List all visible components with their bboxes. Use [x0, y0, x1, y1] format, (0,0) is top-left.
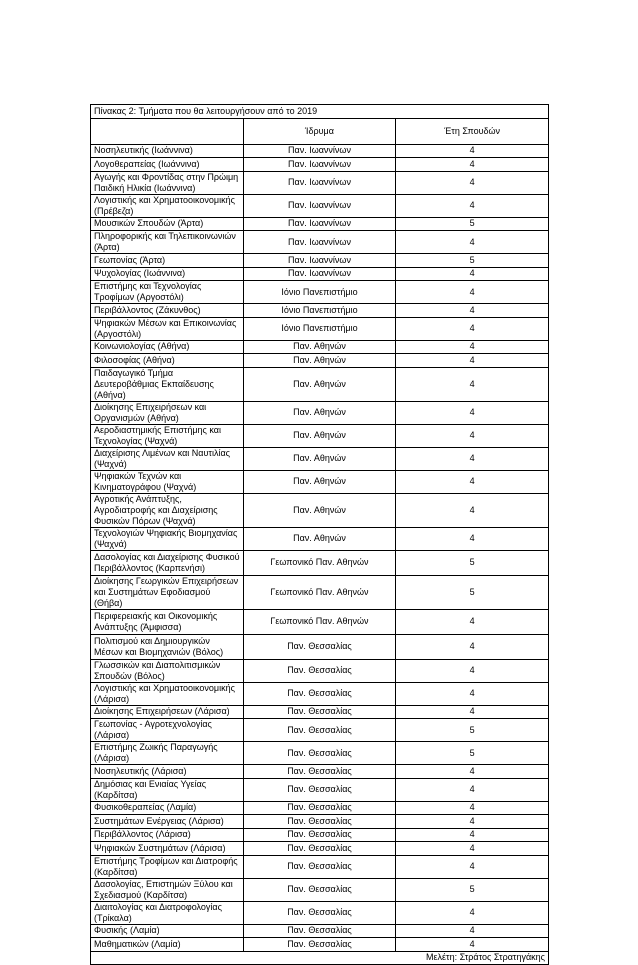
- table-row: [91, 171, 549, 194]
- table-row: [91, 317, 549, 340]
- table-row: [91, 304, 549, 318]
- table-row: [91, 217, 549, 231]
- department-cell: Μουσικών Σπουδών (Άρτα): [91, 217, 244, 231]
- years-cell: 5: [396, 719, 549, 742]
- years-cell: 4: [396, 171, 549, 194]
- institution-cell: Γεωπονικό Παν. Αθηνών: [243, 550, 396, 575]
- table-caption: Πίνακας 2: Τμήματα που θα λειτουργήσουν από το 2019: [91, 105, 549, 119]
- years-cell: 4: [396, 901, 549, 924]
- institution-cell: Παν. Αθηνών: [243, 424, 396, 447]
- department-cell: Αγροτικής Ανάπτυξης, Αγροδιατροφής και Διαχείρισης Φυσικών Πόρων (Ψαχνά): [91, 493, 244, 527]
- years-cell: 4: [396, 194, 549, 217]
- department-cell: Πολιτισμού και Δημιουργικών Μέσων και Βιομηχανιών (Βόλος): [91, 634, 244, 659]
- department-cell: Παιδαγωγικό Τμήμα Δευτεροβάθμιας Εκπαίδευσης (Αθήνα): [91, 367, 244, 401]
- department-cell: Ψηφιακών Τεχνών και Κινηματογράφου (Ψαχνά): [91, 470, 244, 493]
- table-row: [91, 682, 549, 705]
- institution-cell: Γεωπονικό Παν. Αθηνών: [243, 575, 396, 609]
- years-cell: 5: [396, 254, 549, 268]
- institution-cell: Παν. Αθηνών: [243, 367, 396, 401]
- table-row: [91, 855, 549, 878]
- institution-cell: Παν. Ιωαννίνων: [243, 194, 396, 217]
- table-row: [91, 340, 549, 354]
- department-cell: Μαθηματικών (Λαμία): [91, 938, 244, 952]
- department-cell: Διαχείρισης Λιμένων και Ναυτιλίας (Ψαχνά): [91, 447, 244, 470]
- department-cell: Διαιτολογίας και Διατροφολογίας (Τρίκαλα): [91, 901, 244, 924]
- years-cell: 4: [396, 801, 549, 815]
- institution-cell: Παν. Θεσσαλίας: [243, 842, 396, 856]
- years-cell: 4: [396, 842, 549, 856]
- department-cell: Επιστήμης Ζωικής Παραγωγής (Λάρισα): [91, 742, 244, 765]
- institution-cell: Παν. Ιωαννίνων: [243, 217, 396, 231]
- institution-cell: Παν. Θεσσαλίας: [243, 815, 396, 829]
- institution-cell: Παν. Θεσσαλίας: [243, 742, 396, 765]
- table-row: [91, 493, 549, 527]
- years-cell: 4: [396, 470, 549, 493]
- table-body: [91, 105, 549, 965]
- institution-cell: Παν. Ιωαννίνων: [243, 231, 396, 254]
- years-cell: 4: [396, 424, 549, 447]
- institution-cell: Παν. Θεσσαλίας: [243, 901, 396, 924]
- years-cell: 5: [396, 217, 549, 231]
- years-cell: 4: [396, 231, 549, 254]
- table-row: [91, 801, 549, 815]
- years-cell: 4: [396, 778, 549, 801]
- institution-cell: Παν. Αθηνών: [243, 354, 396, 368]
- years-cell: 4: [396, 317, 549, 340]
- departments-table: [90, 104, 549, 965]
- years-cell: 5: [396, 575, 549, 609]
- table-row: [91, 878, 549, 901]
- table-row: [91, 742, 549, 765]
- table-row: [91, 267, 549, 281]
- table-row: [91, 354, 549, 368]
- department-cell: Νοσηλευτικής (Ιωάννινα): [91, 144, 244, 158]
- department-cell: Συστημάτων Ενέργειας (Λάρισα): [91, 815, 244, 829]
- years-cell: 4: [396, 447, 549, 470]
- table-row: [91, 938, 549, 952]
- department-cell: Δασολογίας, Επιστημών Ξύλου και Σχεδιασμού (Καρδίτσα): [91, 878, 244, 901]
- header-department: [91, 118, 244, 144]
- institution-cell: Παν. Ιωαννίνων: [243, 171, 396, 194]
- department-cell: Επιστήμης Τροφίμων και Διατροφής (Καρδίτσα): [91, 855, 244, 878]
- table-row: [91, 281, 549, 304]
- department-cell: Τεχνολογιών Ψηφιακής Βιομηχανίας (Ψαχνά): [91, 527, 244, 550]
- table-row: [91, 401, 549, 424]
- table-row: [91, 634, 549, 659]
- institution-cell: Παν. Θεσσαλίας: [243, 924, 396, 938]
- years-cell: 4: [396, 493, 549, 527]
- table-row: [91, 815, 549, 829]
- years-cell: 4: [396, 304, 549, 318]
- institution-cell: Παν. Θεσσαλίας: [243, 778, 396, 801]
- department-cell: Περιβάλλοντος (Λάρισα): [91, 828, 244, 842]
- department-cell: Γλωσσικών και Διαπολιτισμικών Σπουδών (Βόλος): [91, 659, 244, 682]
- years-cell: 4: [396, 924, 549, 938]
- table-row: [91, 924, 549, 938]
- years-cell: 4: [396, 401, 549, 424]
- department-cell: Αεροδιαστημικής Επιστήμης και Τεχνολογίας (Ψαχνά): [91, 424, 244, 447]
- department-cell: Φυσικοθεραπείας (Λαμία): [91, 801, 244, 815]
- department-cell: Λογιστικής και Χρηματοοικονομικής (Λάρισα): [91, 682, 244, 705]
- table-row: [91, 144, 549, 158]
- institution-cell: Παν. Ιωαννίνων: [243, 144, 396, 158]
- years-cell: 4: [396, 634, 549, 659]
- department-cell: Περιβάλλοντος (Ζάκυνθος): [91, 304, 244, 318]
- department-cell: Φυσικής (Λαμία): [91, 924, 244, 938]
- institution-cell: Παν. Θεσσαλίας: [243, 765, 396, 779]
- years-cell: 4: [396, 354, 549, 368]
- institution-cell: Παν. Αθηνών: [243, 527, 396, 550]
- table-row: [91, 231, 549, 254]
- table-row: [91, 527, 549, 550]
- years-cell: 4: [396, 705, 549, 719]
- institution-cell: Παν. Ιωαννίνων: [243, 267, 396, 281]
- years-cell: 4: [396, 158, 549, 172]
- years-cell: 4: [396, 367, 549, 401]
- years-cell: 4: [396, 609, 549, 634]
- department-cell: Πληροφορικής και Τηλεπικοινωνιών (Άρτα): [91, 231, 244, 254]
- table-row: [91, 705, 549, 719]
- years-cell: 4: [396, 855, 549, 878]
- years-cell: 4: [396, 828, 549, 842]
- institution-cell: Παν. Αθηνών: [243, 470, 396, 493]
- table-row: [91, 158, 549, 172]
- institution-cell: Ιόνιο Πανεπιστήμιο: [243, 317, 396, 340]
- department-cell: Αγωγής και Φροντίδας στην Πρώιμη Παιδική Ηλικία (Ιωάννινα): [91, 171, 244, 194]
- years-cell: 5: [396, 550, 549, 575]
- institution-cell: Παν. Θεσσαλίας: [243, 634, 396, 659]
- department-cell: Κοινωνιολογίας (Αθήνα): [91, 340, 244, 354]
- table-row: [91, 550, 549, 575]
- years-cell: 4: [396, 267, 549, 281]
- years-cell: 4: [396, 281, 549, 304]
- years-cell: 4: [396, 527, 549, 550]
- institution-cell: Παν. Αθηνών: [243, 447, 396, 470]
- years-cell: 4: [396, 938, 549, 952]
- years-cell: 4: [396, 659, 549, 682]
- department-cell: Επιστήμης και Τεχνολογίας Τροφίμων (Αργοστόλι): [91, 281, 244, 304]
- institution-cell: Ιόνιο Πανεπιστήμιο: [243, 304, 396, 318]
- table-row: [91, 778, 549, 801]
- header-years: Έτη Σπουδών: [396, 118, 549, 144]
- table-row: [91, 424, 549, 447]
- table-row: [91, 367, 549, 401]
- institution-cell: Παν. Θεσσαλίας: [243, 719, 396, 742]
- table-row: [91, 254, 549, 268]
- institution-cell: Παν. Θεσσαλίας: [243, 801, 396, 815]
- institution-cell: Παν. Ιωαννίνων: [243, 254, 396, 268]
- department-cell: Γεωπονίας - Αγροτεχνολογίας (Λάρισα): [91, 719, 244, 742]
- department-cell: Περιφερειακής και Οικονομικής Ανάπτυξης (Άμφισσα): [91, 609, 244, 634]
- years-cell: 4: [396, 144, 549, 158]
- institution-cell: Παν. Θεσσαλίας: [243, 659, 396, 682]
- footer-row: [91, 951, 549, 965]
- table-row: [91, 719, 549, 742]
- caption-row: [91, 105, 549, 119]
- department-cell: Ψηφιακών Μέσων και Επικοινωνίας (Αργοστόλι): [91, 317, 244, 340]
- institution-cell: Παν. Θεσσαλίας: [243, 705, 396, 719]
- department-cell: Ψυχολογίας (Ιωάννινα): [91, 267, 244, 281]
- department-cell: Γεωπονίας (Άρτα): [91, 254, 244, 268]
- table-row: [91, 575, 549, 609]
- department-cell: Νοσηλευτικής (Λάρισα): [91, 765, 244, 779]
- institution-cell: Παν. Αθηνών: [243, 401, 396, 424]
- table-row: [91, 659, 549, 682]
- department-cell: Διοίκησης Επιχειρήσεων (Λάρισα): [91, 705, 244, 719]
- header-institution: Ίδρυμα: [243, 118, 396, 144]
- table-row: [91, 447, 549, 470]
- department-cell: Φιλοσοφίας (Αθήνα): [91, 354, 244, 368]
- institution-cell: Παν. Αθηνών: [243, 340, 396, 354]
- years-cell: 4: [396, 815, 549, 829]
- department-cell: Δασολογίας και Διαχείρισης Φυσικού Περιβάλλοντος (Καρπενήσι): [91, 550, 244, 575]
- institution-cell: Παν. Ιωαννίνων: [243, 158, 396, 172]
- institution-cell: Ιόνιο Πανεπιστήμιο: [243, 281, 396, 304]
- department-cell: Λογιστικής και Χρηματοοικονομικής (Πρέβεζα): [91, 194, 244, 217]
- table-row: [91, 765, 549, 779]
- department-cell: Ψηφιακών Συστημάτων (Λάρισα): [91, 842, 244, 856]
- years-cell: 4: [396, 340, 549, 354]
- institution-cell: Παν. Θεσσαλίας: [243, 682, 396, 705]
- years-cell: 4: [396, 765, 549, 779]
- department-cell: Λογοθεραπείας (Ιωάννινα): [91, 158, 244, 172]
- institution-cell: Γεωπονικό Παν. Αθηνών: [243, 609, 396, 634]
- institution-cell: Παν. Αθηνών: [243, 493, 396, 527]
- years-cell: 4: [396, 682, 549, 705]
- table-row: [91, 828, 549, 842]
- institution-cell: Παν. Θεσσαλίας: [243, 938, 396, 952]
- department-cell: Διοίκησης Επιχειρήσεων και Οργανισμών (Αθήνα): [91, 401, 244, 424]
- years-cell: 5: [396, 878, 549, 901]
- department-cell: Δημόσιας και Ενιαίας Υγείας (Καρδίτσα): [91, 778, 244, 801]
- institution-cell: Παν. Θεσσαλίας: [243, 828, 396, 842]
- institution-cell: Παν. Θεσσαλίας: [243, 855, 396, 878]
- study-credit: Μελέτη: Στράτος Στρατηγάκης: [91, 951, 549, 965]
- table-row: [91, 901, 549, 924]
- table-row: [91, 470, 549, 493]
- table-row: [91, 609, 549, 634]
- table-row: [91, 842, 549, 856]
- header-row: [91, 118, 549, 144]
- department-cell: Διοίκησης Γεωργικών Επιχειρήσεων και Συστημάτων Εφοδιασμού (Θήβα): [91, 575, 244, 609]
- table-row: [91, 194, 549, 217]
- years-cell: 5: [396, 742, 549, 765]
- institution-cell: Παν. Θεσσαλίας: [243, 878, 396, 901]
